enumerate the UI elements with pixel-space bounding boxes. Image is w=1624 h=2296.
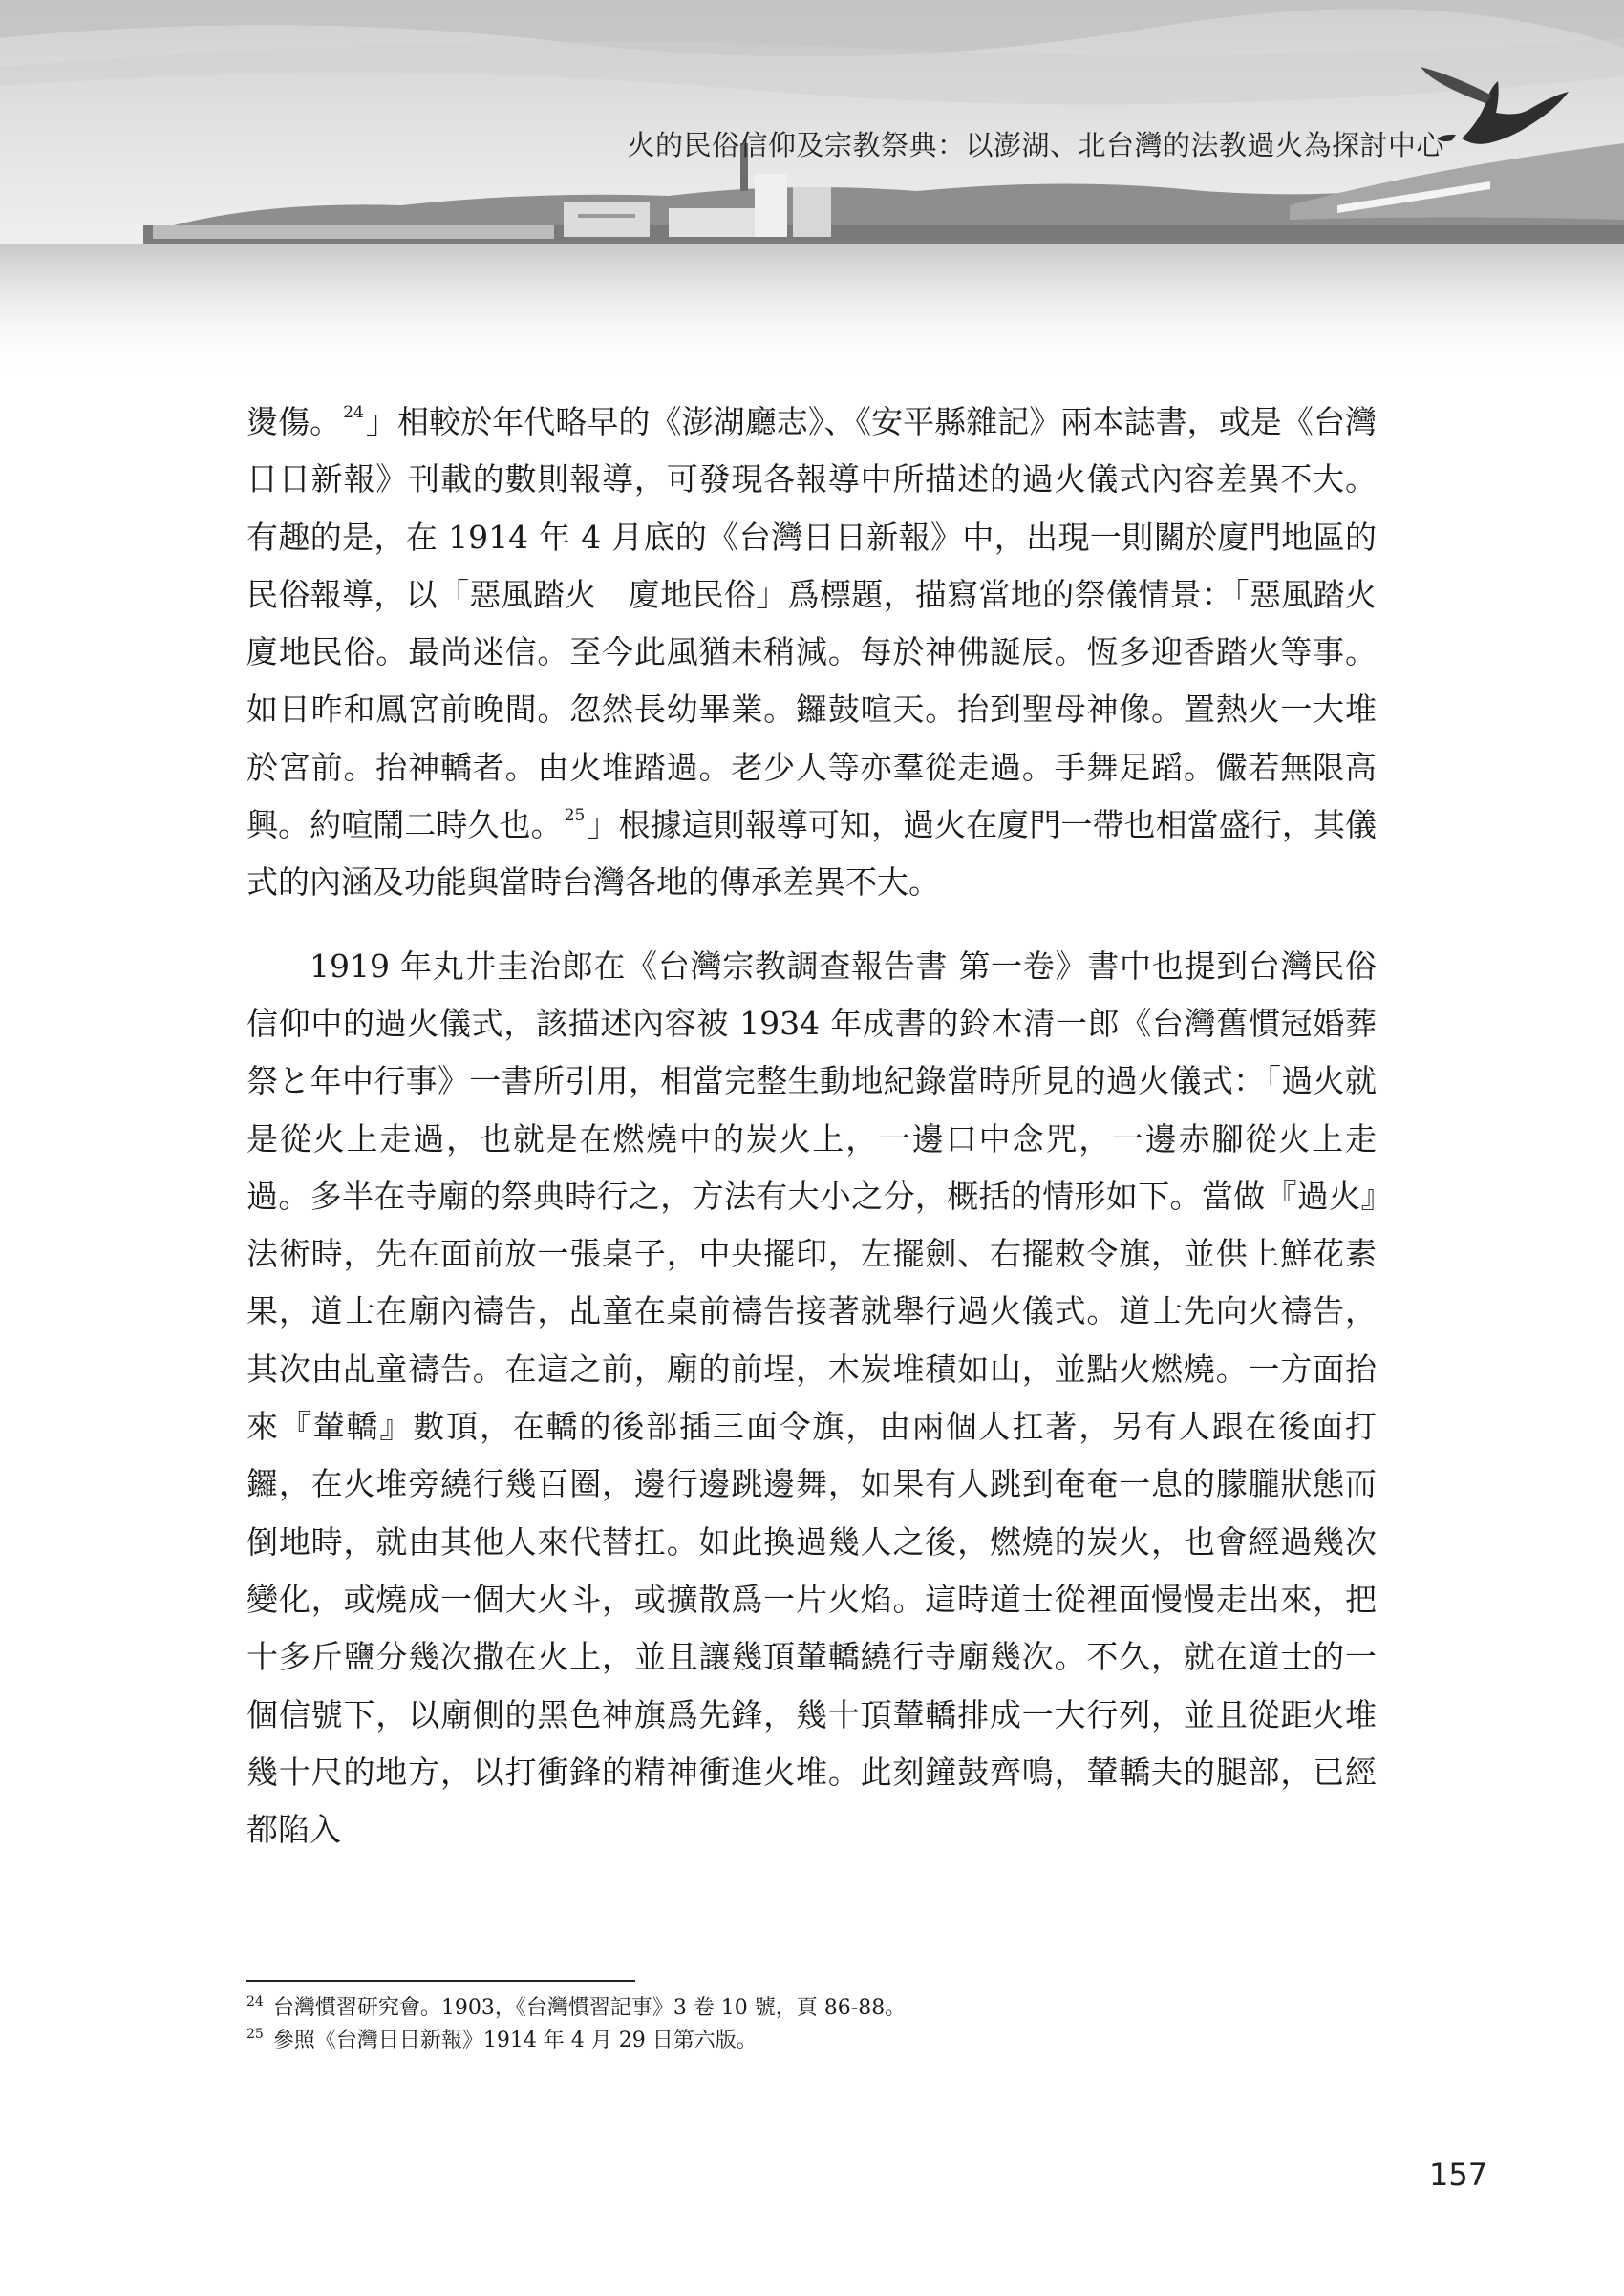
footnotes [246,1992,1377,2057]
page-number: 157 [1429,2157,1488,2193]
footnote-ref-25[interactable]: 25 [564,806,586,826]
footnote-divider [246,1980,635,1982]
coastal-landscape-illustration [0,0,1624,382]
footnote-25 [246,2025,1377,2057]
paragraph-1-segment: 」相較於年代略早的《澎湖廳志》、《安平縣雜記》兩本誌書，或是《台灣日日新報》刊載的數則報導，可發現各報導中所描述的過火儀式內容差異不大。有趣的是，在 1914 年 4 月底的《台灣日日新報》中，出現一則關於廈門地區的民俗報導，以「惡風踏火 廈地民俗」爲標題，描寫當地的祭儀情景：「惡風踏火 廈地民俗。最尚迷信。至今此風猶未稍減。每於神佛誕辰。恆多迎香踏火等事。如日昨和鳳宮前晚間。忽然長幼畢業。鑼鼓喧天。抬到聖母神像。置熱火一大堆於宮前。抬神轎者。由火堆踏過。老少人等亦羣從走過。手舞足蹈。儼若無限高興。約喧鬧二時久也。 [246,403,1378,844]
footnote-text: 參照《台灣日日新報》1914 年 4 月 29 日第六版。 [272,2029,758,2052]
footnote-text: 台灣慣習研究會。1903，《台灣慣習記事》3 卷 10 號，頁 86-88。 [272,1996,907,2020]
header-banner-image [0,0,1624,382]
paragraph-1 [246,393,1377,912]
paragraph-2: 1919 年丸井圭治郎在《台灣宗教調查報告書 第一卷》書中也提到台灣民俗信仰中的過火儀式，該描述內容被 1934 年成書的鈴木清一郎《台灣舊慣冠婚葬祭と年中行事》一書所引用，相當完整生動地紀錄當時所見的過火儀式：「過火就是從火上走過，也就是在燃燒中的炭火上，一邊口中念咒，一邊赤腳從火上走過。多半在寺廟的祭典時行之，方法有大小之分，概括的情形如下。當做『過火』法術時，先在面前放一張桌子，中央擺印，左擺劍、右擺敕令旗，並供上鮮花素果，道士在廟內禱告，乩童在桌前禱告接著就舉行過火儀式。道士先向火禱告，其次由乩童禱告。在這之前，廟的前埕，木炭堆積如山，並點火燃燒。一方面抬來『輦轎』數頂，在轎的後部插三面令旗，由兩個人扛著，另有人跟在後面打鑼，在火堆旁繞行幾百圈，邊行邊跳邊舞，如果有人跳到奄奄一息的朦朧狀態而倒地時，就由其他人來代替扛。如此換過幾人之後，燃燒的炭火，也會經過幾次變化，或燒成一個大火斗，或擴散爲一片火焰。這時道士從裡面慢慢走出來，把十多斤鹽分幾次撒在火上，並且讓幾頂輦轎繞行寺廟幾次。不久，就在道士的一個信號下，以廟側的黑色神旗爲先鋒，幾十頂輦轎排成一大行列，並且從距火堆幾十尺的地方，以打衝鋒的精神衝進火堆。此刻鐘鼓齊鳴，輦轎夫的腿部，已經都陷入 [246,946,1377,1849]
footnote-number: 25 [246,2027,264,2042]
paragraph-spacer [246,912,1377,938]
running-head: 火的民俗信仰及宗教祭典：以澎湖、北台灣的法教過火為探討中心 [627,129,1444,161]
footnote-number: 24 [246,1994,264,2009]
paragraph-1-segment: 燙傷。 [246,403,342,440]
footnote-24 [246,1992,1377,2025]
footnote-ref-24[interactable]: 24 [343,403,364,422]
body-text [246,393,1377,1859]
paragraph-1-segment: 」根據這則報導可知，過火在廈門一帶也相當盛行，其儀式的內涵及功能與當時台灣各地的傳承差異不大。 [246,806,1378,902]
